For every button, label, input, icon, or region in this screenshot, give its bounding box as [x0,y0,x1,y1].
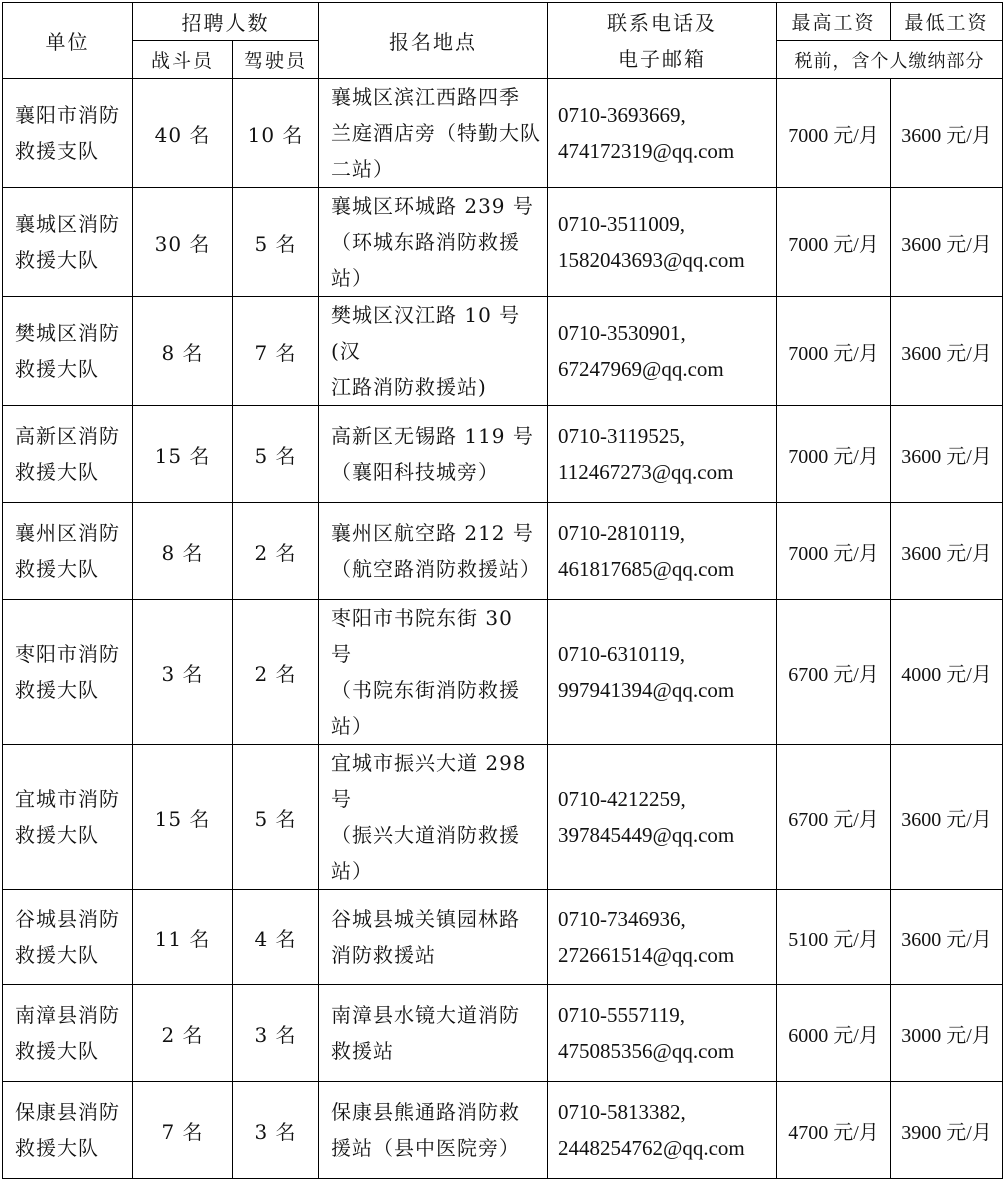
fighter-count: 7 名 [161,1119,204,1144]
contact-cell [548,503,777,600]
unit-line: 救援大队 [15,678,99,702]
phone-number: 0710-3119525, [558,424,685,448]
header-min-salary: 最低工资 [891,3,1003,41]
min-salary: 3600 元/月 [901,342,992,365]
min-salary-cell [891,890,1003,985]
phone-number: 0710-3693669, [558,103,686,127]
location-cell [319,79,548,188]
location-line: （书院东街消防救援 [331,678,520,702]
max-salary: 6700 元/月 [788,808,879,831]
email-address: 272661514@qq.com [558,943,735,967]
header-unit: 单位 [3,3,133,79]
min-salary: 3600 元/月 [901,928,992,951]
location-line: 樊城区汉江路 10 号(汉 [331,303,521,363]
location-cell [319,297,548,406]
location-line: 救援站 [331,1039,394,1063]
phone-number: 0710-7346936, [558,907,686,931]
unit-line: 救援大队 [15,248,99,272]
email-address: 112467273@qq.com [558,460,734,484]
driver-count-cell [233,79,319,188]
header-recruit-count: 招聘人数 [133,3,319,41]
driver-count: 10 名 [247,122,304,147]
location-line: 援站（县中医院旁） [331,1136,520,1160]
email-address: 475085356@qq.com [558,1039,735,1063]
unit-line: 枣阳市消防 [15,642,120,666]
max-salary: 7000 元/月 [788,124,879,147]
unit-line: 南漳县消防 [15,1003,120,1027]
unit-line: 保康县消防 [15,1100,120,1124]
fighter-count: 30 名 [154,231,211,256]
table-row [3,503,1003,600]
driver-count-cell [233,406,319,503]
location-line: 南漳县水镜大道消防 [331,1003,520,1027]
location-cell [319,188,548,297]
table-row [3,1082,1003,1179]
table-row [3,406,1003,503]
min-salary: 3000 元/月 [901,1024,992,1047]
fighter-count-cell [133,406,233,503]
min-salary-cell [891,985,1003,1082]
driver-count: 7 名 [254,340,297,365]
fighter-count: 40 名 [154,122,211,147]
fighter-count-cell [133,890,233,985]
location-line: （振兴大道消防救援 [331,823,520,847]
location-line: 消防救援站 [331,943,436,967]
min-salary-cell [891,188,1003,297]
fighter-count-cell [133,188,233,297]
unit-cell [3,406,133,503]
location-cell [319,985,548,1082]
location-line: 高新区无锡路 119 号 [331,424,534,448]
driver-count: 2 名 [254,661,297,686]
fighter-count: 8 名 [161,340,204,365]
unit-line: 襄城区消防 [15,212,120,236]
driver-count-cell [233,188,319,297]
unit-line: 救援大队 [15,823,99,847]
header-contact [548,3,777,79]
max-salary-cell [777,985,891,1082]
min-salary-cell [891,600,1003,745]
unit-line: 救援大队 [15,460,99,484]
unit-line: 救援大队 [15,357,99,381]
unit-line: 救援大队 [15,1136,99,1160]
email-address: 397845449@qq.com [558,823,735,847]
contact-cell [548,745,777,890]
location-line: 襄城区环城路 239 号 [331,194,534,218]
location-line: 襄州区航空路 212 号 [331,521,534,545]
driver-count: 5 名 [254,443,297,468]
location-cell [319,406,548,503]
max-salary-cell [777,1082,891,1179]
location-line: 谷城县城关镇园林路 [331,907,520,931]
location-line: 站） [331,859,373,883]
contact-cell [548,1082,777,1179]
fighter-count: 11 名 [154,926,211,951]
contact-cell [548,890,777,985]
phone-number: 0710-3530901, [558,321,686,345]
table-row [3,600,1003,745]
header-contact-line2: 电子邮箱 [618,46,706,71]
unit-line: 襄州区消防 [15,521,120,545]
contact-cell [548,406,777,503]
driver-count-cell [233,890,319,985]
unit-cell [3,79,133,188]
fighter-count: 15 名 [154,806,211,831]
table-row [3,985,1003,1082]
location-line: （环城东路消防救援 [331,230,520,254]
unit-cell [3,745,133,890]
contact-cell [548,79,777,188]
location-line: 兰庭酒店旁（特勤大队 [331,121,541,145]
unit-cell [3,1082,133,1179]
email-address: 474172319@qq.com [558,139,735,163]
unit-cell [3,985,133,1082]
contact-cell [548,985,777,1082]
driver-count-cell [233,600,319,745]
fighter-count-cell [133,600,233,745]
table-row [3,297,1003,406]
fighter-count-cell [133,985,233,1082]
unit-line: 谷城县消防 [15,907,120,931]
location-line: 站） [331,714,373,738]
email-address: 2448254762@qq.com [558,1136,745,1160]
location-line: 宜城市振兴大道 298 号 [331,751,527,811]
min-salary-cell [891,503,1003,600]
max-salary-cell [777,79,891,188]
driver-count: 5 名 [254,231,297,256]
max-salary-cell [777,503,891,600]
max-salary-cell [777,745,891,890]
max-salary-cell [777,188,891,297]
min-salary: 4000 元/月 [901,663,992,686]
max-salary: 7000 元/月 [788,342,879,365]
location-line: 站） [331,266,373,290]
header-fighter: 战斗员 [133,41,233,79]
phone-number: 0710-2810119, [558,521,685,545]
table-row [3,79,1003,188]
unit-line: 救援大队 [15,1039,99,1063]
location-cell [319,890,548,985]
unit-line: 襄阳市消防 [15,103,120,127]
max-salary-cell [777,406,891,503]
driver-count: 3 名 [254,1119,297,1144]
max-salary: 5100 元/月 [788,928,879,951]
min-salary: 3600 元/月 [901,445,992,468]
driver-count-cell [233,1082,319,1179]
contact-cell [548,297,777,406]
max-salary-cell [777,890,891,985]
driver-count: 3 名 [254,1022,297,1047]
driver-count-cell [233,745,319,890]
table-row [3,188,1003,297]
location-line: 二站） [331,157,394,181]
header-location: 报名地点 [319,3,548,79]
location-line: 江路消防救援站) [331,375,487,399]
fighter-count-cell [133,297,233,406]
min-salary: 3600 元/月 [901,124,992,147]
location-line: （航空路消防救援站） [331,557,541,581]
min-salary-cell [891,1082,1003,1179]
email-address: 67247969@qq.com [558,357,724,381]
table-row [3,745,1003,890]
min-salary: 3600 元/月 [901,542,992,565]
unit-cell [3,600,133,745]
unit-cell [3,890,133,985]
location-cell [319,600,548,745]
fighter-count: 3 名 [161,661,204,686]
max-salary: 7000 元/月 [788,445,879,468]
max-salary: 6000 元/月 [788,1024,879,1047]
fighter-count: 2 名 [161,1022,204,1047]
max-salary: 7000 元/月 [788,233,879,256]
min-salary-cell [891,745,1003,890]
driver-count: 2 名 [254,540,297,565]
location-cell [319,745,548,890]
fighter-count-cell [133,1082,233,1179]
location-line: 襄城区滨江西路四季 [331,85,520,109]
fighter-count-cell [133,745,233,890]
email-address: 1582043693@qq.com [558,248,745,272]
min-salary-cell [891,297,1003,406]
recruitment-table [2,2,1003,1179]
min-salary: 3600 元/月 [901,808,992,831]
table-row [3,890,1003,985]
fighter-count: 15 名 [154,443,211,468]
contact-cell [548,188,777,297]
header-max-salary: 最高工资 [777,3,891,41]
driver-count: 5 名 [254,806,297,831]
fighter-count: 8 名 [161,540,204,565]
unit-line: 救援大队 [15,557,99,581]
max-salary-cell [777,297,891,406]
min-salary-cell [891,406,1003,503]
max-salary-cell [777,600,891,745]
min-salary: 3600 元/月 [901,233,992,256]
phone-number: 0710-5557119, [558,1003,685,1027]
table-body [3,79,1003,1179]
max-salary: 4700 元/月 [788,1121,879,1144]
unit-cell [3,503,133,600]
phone-number: 0710-6310119, [558,642,685,666]
min-salary-cell [891,79,1003,188]
contact-cell [548,600,777,745]
phone-number: 0710-5813382, [558,1100,686,1124]
unit-line: 救援大队 [15,943,99,967]
unit-cell [3,188,133,297]
header-salary-note: 税前，含个人缴纳部分 [777,41,1003,79]
unit-line: 高新区消防 [15,424,120,448]
driver-count-cell [233,297,319,406]
location-cell [319,503,548,600]
driver-count: 4 名 [254,926,297,951]
location-line: （襄阳科技城旁） [331,460,499,484]
max-salary: 6700 元/月 [788,663,879,686]
email-address: 461817685@qq.com [558,557,735,581]
driver-count-cell [233,503,319,600]
fighter-count-cell [133,79,233,188]
min-salary: 3900 元/月 [901,1121,992,1144]
header-driver: 驾驶员 [233,41,319,79]
unit-line: 樊城区消防 [15,321,120,345]
location-line: 保康县熊通路消防救 [331,1100,520,1124]
email-address: 997941394@qq.com [558,678,735,702]
max-salary: 7000 元/月 [788,542,879,565]
driver-count-cell [233,985,319,1082]
location-line: 枣阳市书院东街 30 号 [331,606,513,666]
phone-number: 0710-3511009, [558,212,685,236]
fighter-count-cell [133,503,233,600]
unit-cell [3,297,133,406]
unit-line: 宜城市消防 [15,787,120,811]
phone-number: 0710-4212259, [558,787,686,811]
header-contact-line1: 联系电话及 [607,10,717,35]
unit-line: 救援支队 [15,139,99,163]
location-cell [319,1082,548,1179]
